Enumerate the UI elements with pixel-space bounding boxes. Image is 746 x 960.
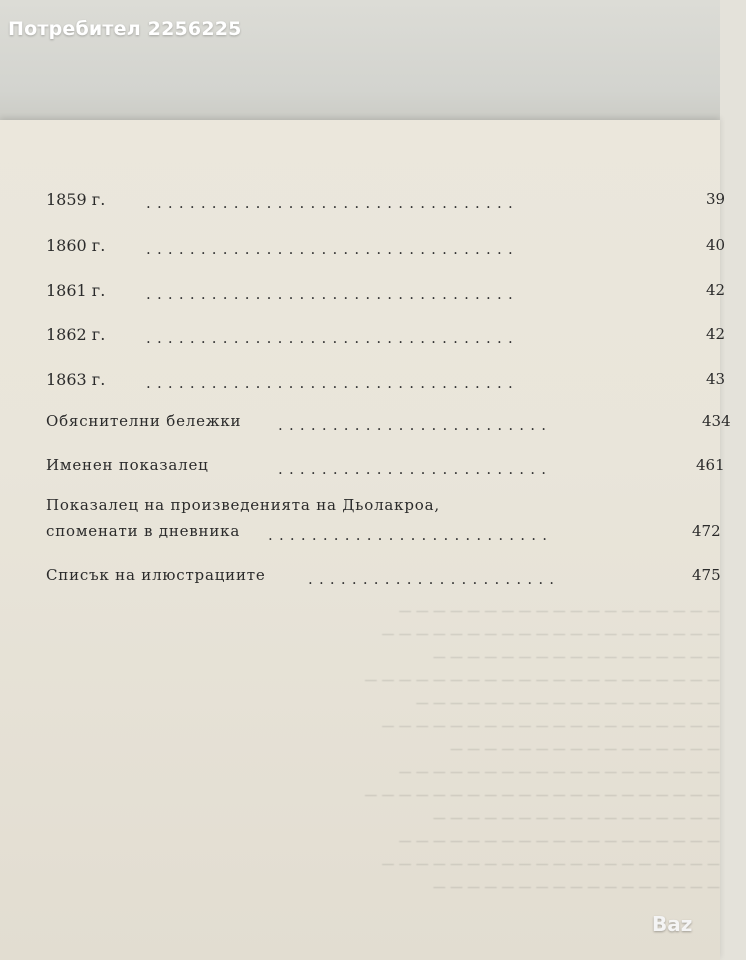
toc-page-number: 472 bbox=[692, 522, 721, 540]
toc-entry-1862 bbox=[46, 325, 746, 355]
toc-entry-title: 1862 г. bbox=[46, 325, 106, 344]
site-logo: Baz bbox=[652, 912, 693, 936]
toc-page-number: 39 bbox=[706, 190, 726, 208]
leader-dots: ......................... bbox=[278, 416, 553, 434]
toc-entry-name-index bbox=[46, 456, 746, 486]
leader-dots: .................................. bbox=[146, 374, 519, 392]
leader-dots: .......................... bbox=[268, 526, 554, 544]
toc-page-number: 40 bbox=[706, 236, 726, 254]
toc-entry-1860 bbox=[46, 236, 746, 266]
toc-page-number: 461 bbox=[696, 456, 725, 474]
toc-entry-illustrations bbox=[46, 566, 746, 596]
leader-dots: .................................. bbox=[146, 329, 519, 347]
leader-dots: ....................... bbox=[308, 570, 561, 588]
toc-entry-1859 bbox=[46, 190, 746, 220]
leader-dots: .................................. bbox=[146, 285, 519, 303]
toc-entry-title: Обяснителни бележки bbox=[46, 412, 242, 430]
toc-entry-title: 1863 г. bbox=[46, 370, 106, 389]
toc-page-number: 43 bbox=[706, 370, 726, 388]
toc-page-number: 42 bbox=[706, 281, 726, 299]
leader-dots: ......................... bbox=[278, 460, 553, 478]
toc-entry-1861 bbox=[46, 281, 746, 311]
toc-entry-works-index bbox=[46, 496, 746, 566]
toc-page-number: 434 bbox=[702, 412, 731, 430]
toc-entry-title: Списък на илюстрациите bbox=[46, 566, 266, 584]
bleed-through-text: — — — — — — — — — — — — — — — — — — — — — — — — — — — — — — — — — — — — — — — — — — — — — — — — — — — — — — — — — — — — — — — — — — — — — — — — — — — — — — — — — — — — — — — — — — — — — — — — — — — — — — — — — — — — — — — — — — — — — — — — — — — — — — — — — — — — — — — — — — — — — — — — — — — — — — — — — — — — — — — — — — — — — — — — — — — — — — — — — — — — — — — — — — — — — — — — — — — — — — — — — — — — — — — — — — — — — — — — — — — — — — — — — — — — — — — — — — — — — — — — — — — — bbox=[364, 604, 720, 895]
toc-entry-1863 bbox=[46, 370, 746, 400]
toc-entry-title: Именен показалец bbox=[46, 456, 209, 474]
toc-page-number: 42 bbox=[706, 325, 726, 343]
toc-entry-title: 1860 г. bbox=[46, 236, 106, 255]
leader-dots: .................................. bbox=[146, 240, 519, 258]
toc-entry-notes bbox=[46, 412, 746, 442]
toc-entry-title: 1861 г. bbox=[46, 281, 106, 300]
toc-entry-title: 1859 г. bbox=[46, 190, 106, 209]
toc-entry-title-line1: Показалец на произведенията на Дьолакроа, bbox=[46, 496, 440, 514]
user-watermark: Потребител 2256225 bbox=[8, 18, 242, 40]
toc-page-number: 475 bbox=[692, 566, 721, 584]
leader-dots: .................................. bbox=[146, 194, 519, 212]
toc-entry-title: споменати в дневника bbox=[46, 522, 241, 540]
